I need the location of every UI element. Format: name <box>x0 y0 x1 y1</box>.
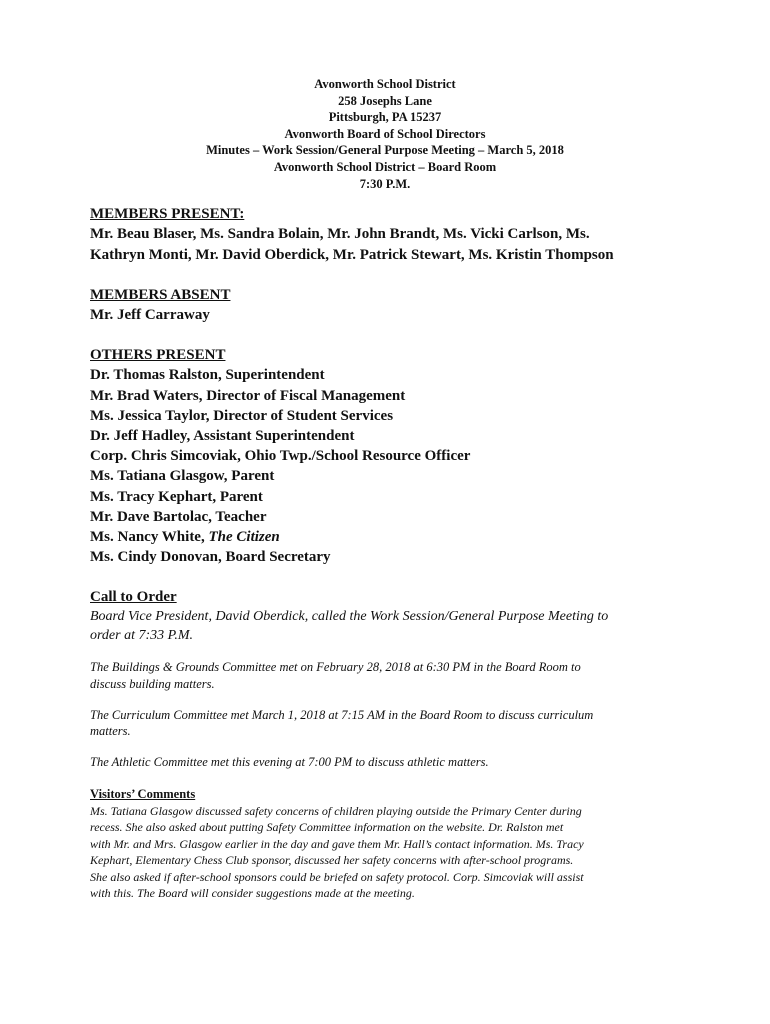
call-to-order-section <box>90 587 680 645</box>
district-name: Avonworth School District <box>314 77 456 91</box>
others-present-line: Ms. Cindy Donovan, Board Secretary <box>90 549 331 566</box>
board-name: Avonworth Board of School Directors <box>284 126 486 141</box>
paragraph-line: The Curriculum Committee met March 1, 2018 at 7:15 AM in the Board Room to discuss curriculum <box>90 707 594 722</box>
members-absent-section <box>90 285 680 325</box>
others-present-line: Ms. Tracy Kephart, Parent <box>90 488 263 505</box>
members-present-line: Mr. Beau Blaser, Ms. Sandra Bolain, Mr. John Brandt, Ms. Vicki Carlson, Ms. <box>90 226 590 243</box>
athletic-paragraph <box>90 754 680 771</box>
visitors-comments-section <box>90 786 680 902</box>
others-present-heading: OTHERS PRESENT <box>90 347 226 364</box>
buildings-grounds-paragraph <box>90 659 680 692</box>
visitors-comments-line: with Mr. and Mrs. Glasgow earlier in the day and gave them Mr. Hall’s contact information. Ms. Tracy <box>90 836 584 851</box>
members-absent-heading: MEMBERS ABSENT <box>90 286 231 303</box>
meeting-time: 7:30 P.M. <box>359 176 411 191</box>
others-present-line: Ms. Jessica Taylor, Director of Student Services <box>90 407 394 424</box>
document-header <box>90 76 680 192</box>
call-to-order-line: Board Vice President, David Oberdick, called the Work Session/General Purpose Meeting to <box>90 609 609 625</box>
paragraph-line: The Athletic Committee met this evening at 7:00 PM to discuss athletic matters. <box>90 754 489 769</box>
meeting-location: Avonworth School District – Board Room <box>273 159 497 174</box>
members-present-heading: MEMBERS PRESENT: <box>90 206 245 223</box>
nancy-white-name: Ms. Nancy White, <box>90 529 209 545</box>
visitors-comments-line: Ms. Tatiana Glasgow discussed safety concerns of children playing outside the Primary Center during <box>90 803 582 818</box>
visitors-comments-heading: Visitors’ Comments <box>90 787 196 802</box>
others-present-line: Ms. Tatiana Glasgow, Parent <box>90 468 275 485</box>
members-present-section <box>90 204 680 265</box>
paragraph-line: matters. <box>90 724 131 739</box>
call-to-order-line: order at 7:33 P.M. <box>90 628 194 644</box>
the-citizen-publication: The Citizen <box>208 529 280 545</box>
others-present-section <box>90 345 680 567</box>
visitors-comments-line: Kephart, Elementary Chess Club sponsor, discussed her safety concerns with after-school programs. <box>90 853 574 868</box>
others-present-line: Dr. Thomas Ralston, Superintendent <box>90 367 325 384</box>
visitors-comments-line: recess. She also asked about putting Safety Committee information on the website. Dr. Ralston met <box>90 820 564 835</box>
others-present-line: Mr. Brad Waters, Director of Fiscal Management <box>90 387 406 404</box>
visitors-comments-line: with this. The Board will consider suggestions made at the meeting. <box>90 886 415 901</box>
meeting-title: Minutes – Work Session/General Purpose Meeting – March 5, 2018 <box>206 143 564 158</box>
street-address: 258 Josephs Lane <box>338 93 432 108</box>
paragraph-line: discuss building matters. <box>90 677 215 691</box>
members-absent-line: Mr. Jeff Carraway <box>90 306 210 323</box>
call-to-order-heading: Call to Order <box>90 589 177 606</box>
paragraph-line: The Buildings & Grounds Committee met on February 28, 2018 at 6:30 PM in the Board Room to <box>90 660 581 675</box>
others-present-line-nancy <box>90 527 680 547</box>
city-state-zip: Pittsburgh, PA 15237 <box>328 110 442 125</box>
visitors-comments-line: She also asked if after-school sponsors could be briefed on safety protocol. Corp. Simcoviak will assist <box>90 869 584 884</box>
others-present-line: Dr. Jeff Hadley, Assistant Superintendent <box>90 427 355 444</box>
others-present-line: Mr. Dave Bartolac, Teacher <box>90 508 267 525</box>
others-present-line: Corp. Chris Simcoviak, Ohio Twp./School Resource Officer <box>90 448 471 465</box>
members-present-line: Kathryn Monti, Mr. David Oberdick, Mr. Patrick Stewart, Ms. Kristin Thompson <box>90 246 614 263</box>
curriculum-paragraph <box>90 707 680 740</box>
